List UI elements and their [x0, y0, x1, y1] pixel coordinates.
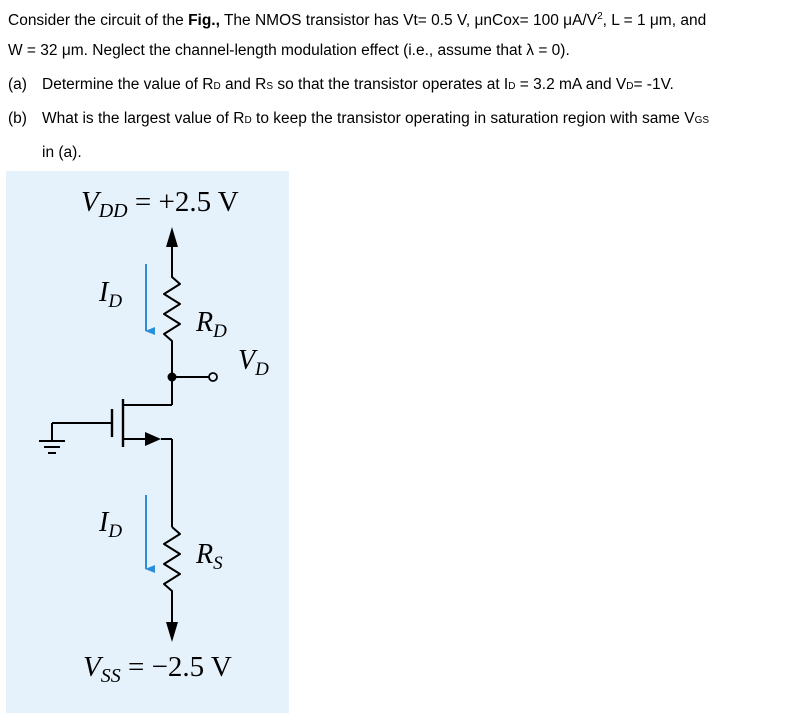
part-b-s2: GS — [694, 115, 710, 126]
id-bottom-label-sub: D — [108, 521, 123, 542]
vss-label — [83, 651, 232, 687]
vdd-label-main: V — [81, 186, 99, 218]
part-a-t3: so that the transistor operates at I — [273, 76, 509, 93]
line1-pre: Consider the circuit of the — [8, 12, 189, 29]
nmos-transistor — [52, 377, 172, 527]
vdd-label-value: = +2.5 V — [127, 186, 239, 218]
rs-label-main: R — [196, 539, 214, 570]
id-top-label — [98, 277, 122, 312]
part-b-s1: D — [244, 115, 252, 126]
part-b-label: (b) — [8, 110, 27, 127]
vss-label-main: V — [83, 651, 101, 683]
id-top-label-main: I — [99, 277, 109, 308]
part-a-t1: Determine the value of R — [42, 76, 214, 93]
ground-icon — [39, 423, 65, 453]
rs-label-sub: S — [213, 553, 223, 574]
vd-label — [238, 345, 269, 380]
part-b-text — [42, 102, 709, 136]
part-b-t2: to keep the transistor operating in saturation region with same V — [251, 110, 695, 127]
vss-label-sub: SS — [100, 665, 121, 687]
part-a-t4: = 3.2 mA and V — [515, 76, 627, 93]
rd-label — [195, 307, 227, 342]
rs-resistor — [164, 527, 180, 607]
line1-post: The NMOS transistor has Vt= 0.5 V, μnCox= 100 μA/V — [219, 12, 598, 29]
part-a-t5: = -1V. — [633, 76, 674, 93]
vdd-label-sub: DD — [98, 200, 128, 222]
line1-end: , L = 1 μm, and — [602, 12, 707, 29]
vd-terminal — [209, 373, 217, 381]
vdd-arrow — [166, 227, 178, 263]
vss-label-value: = −2.5 V — [120, 651, 232, 683]
circuit-figure — [6, 171, 289, 713]
rd-label-main: R — [196, 307, 214, 338]
part-a-s1: D — [213, 81, 221, 92]
id-top-label-sub: D — [108, 291, 123, 312]
vd-label-sub: D — [255, 359, 269, 380]
part-b-continuation: in (a). — [42, 144, 82, 161]
problem-line-1 — [8, 0, 792, 34]
part-a — [8, 68, 792, 102]
vdd-label — [81, 186, 239, 222]
part-a-s4: D — [626, 81, 634, 92]
line1-superscript: 2 — [597, 11, 603, 22]
fig-reference: Fig., — [188, 12, 220, 29]
part-a-label: (a) — [8, 76, 27, 93]
vd-label-main: V — [238, 345, 256, 376]
part-a-s3: D — [508, 81, 516, 92]
problem-statement — [8, 0, 792, 170]
part-b-t1: What is the largest value of R — [42, 110, 245, 127]
problem-line-2: W = 32 μm. Neglect the channel-length modulation effect (i.e., assume that λ = 0). — [8, 42, 570, 59]
rd-resistor — [164, 263, 180, 377]
circuit-diagram — [6, 171, 289, 713]
part-a-t2: and R — [220, 76, 267, 93]
rd-label-sub: D — [213, 321, 227, 342]
rs-label — [195, 539, 223, 574]
part-a-text — [42, 68, 674, 102]
part-b — [8, 102, 792, 136]
id-bottom-label-main: I — [99, 507, 109, 538]
vss-arrow — [166, 607, 178, 642]
id-bottom-label — [98, 507, 122, 542]
part-a-s2: S — [266, 81, 274, 92]
